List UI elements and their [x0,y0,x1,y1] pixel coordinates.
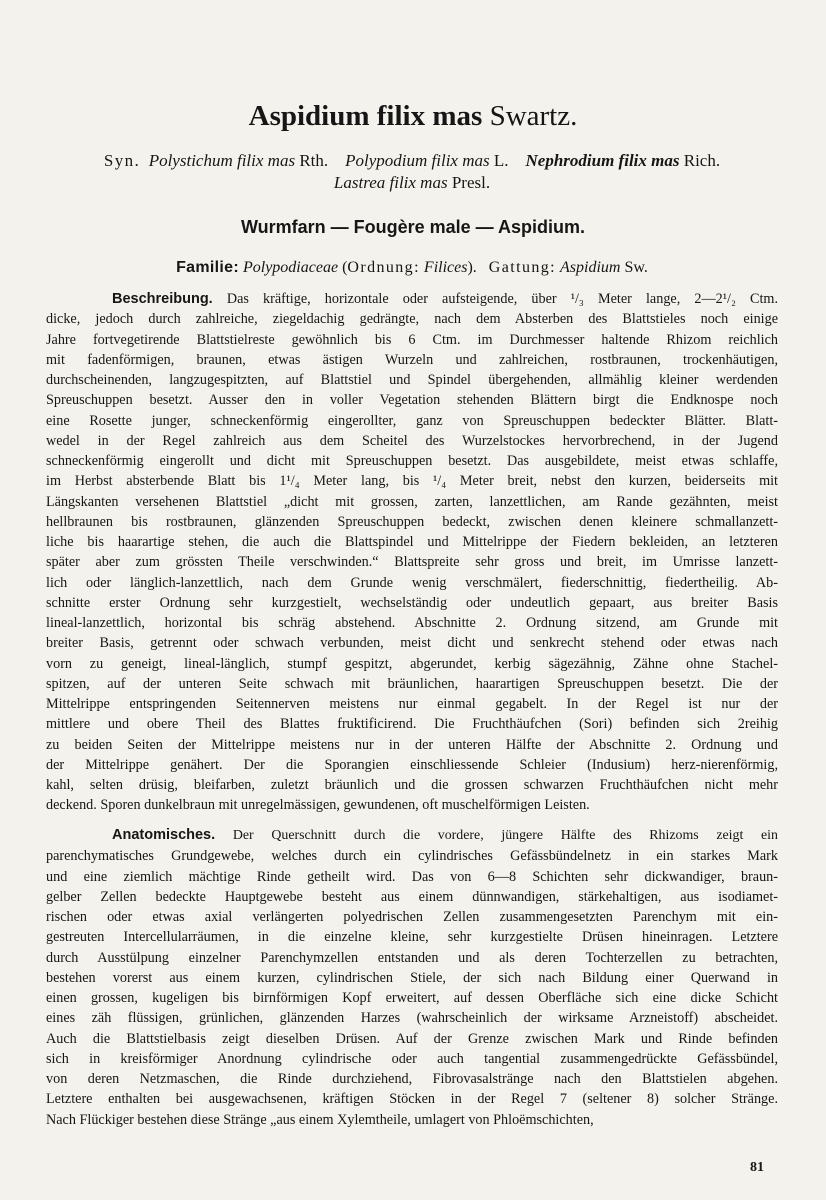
synonyms [46,150,778,194]
paragraph-line: lich oder länglich-lanzettlich, nach dem Grunde wenig verschmälert, fiederschnittig, fiedertheilig. Ab- [46,574,778,591]
paragraph-line [46,825,778,846]
familie-label: Familie: [176,259,239,276]
paragraph-line: Jahre fortvegetirende Blattstielreste gewöhnlich bis 6 Ctm. im Durchmesser haltende Rhizom reichlich [46,331,778,348]
paragraph-line: gestreuten Intercellularräumen, in die einzelne kleine, sehr kurzgestielte Drüsen hineinragen. Letztere [46,929,778,946]
beschreibung-heading: Beschreibung. [112,291,213,307]
paragraph-line: Auch die Blattstielbasis zeigt dieselben Drüsen. Auf der Grenze zwischen Mark und Rinde befinden [46,1030,778,1047]
paragraph-line: Nach Flückiger bestehen diese Stränge „aus einem Xylemtheile, umlagert von Phloëmschichten, [46,1111,594,1128]
paragraph-line: wedel in der Regel zahlreich aus dem Scheitel des Wurzelstockes hervorbrechend, in der Jugend [46,432,778,449]
beschreibung-section [46,289,778,816]
synonym-name: Polystichum filix mas [148,151,296,170]
anatomisches-section [46,825,778,1130]
paragraph-line: der Mittelrippe genähert. Der die Sporangien einschliessende Schleier (Indusium) herz-nierenförmig, [46,756,778,773]
paragraph-line: bestehen vorerst aus einem kurzen, cylindrischen Stiele, der sich nach Bildung einer Querwand in [46,969,778,986]
paragraph-line: einen grossen, kugeligen bis birnförmigen Kopf erweitert, auf dessen Oberfläche sich eine dicke Schicht [46,990,778,1006]
paragraph-line: durchscheinenden, langzugespitzten, auf Blattstiel und Spindel übergehenden, allmählig kleiner werdenden [46,372,778,388]
page-number: 81 [750,1160,764,1175]
paragraph-line: parenchymatisches Grundgewebe, welches durch ein cylindrisches Gefässbündelnetz in ein starkes Mark [46,848,778,865]
paragraph-line: mit fadenförmigen, braunen, etwas ästigen Wurzeln und zahlreichen, rostbraunen, trockenhäutigen, [46,351,778,368]
paragraph-line: mittlere und obere Theil des Blattes fruktificirend. Die Fruchthäufchen (Sori) befinden sich 2reihig [46,716,778,733]
paragraph-line: zu beiden Seiten der Mittelrippe meistens nur in der unteren Hälfte der Abschnitte 2. Ordnung und [46,736,778,753]
synonym-author: Rth. [299,151,329,170]
synonym-name: Lastrea filix mas [333,173,448,192]
paragraph-line: später aber zum grössten Theile verschwinden.“ Blattspreite sehr gross und breit, im Umrisse lanzett- [46,554,778,571]
anatomisches-heading: Anatomisches. [112,827,216,843]
paragraph-line: dicke, jedoch durch zahlreiche, ziegeldachig gedrängte, nach dem Absterben des Blattstieles noch einige [46,311,778,328]
paragraph-line: Letztere enthalten bei ausgewachsenen, kräftigen Stöcken in der Regel 7 (seltener 8) solcher Stränge. [46,1091,778,1108]
paragraph-line: rischen oder etwas axial verlängerten polyedrischen Zellen zusammengesetzten Parenchym mit ein- [46,909,778,925]
page-title [0,96,826,136]
paragraph-line: schnitte erster Ordnung sehr kurzgestielt, wechselständig oder undeutlich gepaart, aus breiter Basis [46,594,778,611]
line-text: Der Querschnitt durch die vordere, jüngere Hälfte des Rhizoms zeigt ein [232,828,778,843]
paragraph-line: liche bis haarartige stehen, die auch die Blattspindel und Mittelrippe der Fiedern bekleiden, an letzteren [46,534,778,550]
paragraph-line: breiter Basis, getrennt oder schwach verbunden, meist dicht und senkrecht stehend oder etwas nach [46,635,778,652]
paragraph-line: Spreuschuppen besetzt. Ausser den in voller Vegetation stehenden Blättern birgt die Endknospe noch [46,392,778,409]
ordnung-name: Filices [423,259,468,276]
paragraph-line: gelber Zellen bedeckte Hauptgewebe besteht aus einem dünnwandigen, stärkehaltigen, aus isodiamet- [46,888,778,905]
paragraph-line: deckend. Sporen dunkelbraun mit unregelmässigen, gewundenen, oft muschelförmigen Leisten. [46,797,590,814]
paragraph-line: sich in kreisförmiger Anordnung cylindrische oder auch tangential zusammengedrückte Gefässbündel, [46,1050,778,1067]
gattung-author: Sw. [624,259,648,276]
paragraph-line: Mittelrippe entspringenden Seitennerven meistens nur einmal gegabelt. In der Regel ist nur der [46,696,778,712]
paragraph-line: schneckenförmig eingerollt und dicht mit Spreuschuppen besetzt. Das ausgebildete, meist etwas schlaffe, [46,453,778,469]
paragraph-line: kahl, selten drüsig, bleifarben, zuletzt bräunlich und die grossen schwarzen Fruchthäufchen nicht mehr [46,777,778,793]
gattung-name: Aspidium [560,259,621,276]
family-name: Polypodiaceae [242,259,339,276]
title-genus: Aspidium filix mas [248,100,483,132]
line-text: Das kräftige, horizontale oder aufsteigende, über ¹/₃ Meter lange, 2—2¹/₂ Ctm. [226,291,778,307]
paragraph-line: hellbraunen bis rostbraunen, glänzenden Spreuschuppen bedeckt, zwischen denen kleinere schmallanzett- [46,513,778,530]
paragraph-line: vorn zu geneigt, lineal-länglich, stumpf gespitzt, abgerundet, kerbig sägezähnig, Zähne ohne Stachel- [46,655,778,672]
paragraph-line: eines zäh flüssigen, grünlichen, glänzenden Harzes (wahrscheinlich der wirksame Arzneistoff) abscheidet. [46,1010,778,1027]
paragraph-line: im Herbst absterbende Blatt bis 1¹/₄ Meter lang, bis ¹/₄ Meter breit, nebst den kurzen, beiderseits mit [46,473,778,490]
synonym-author: Presl. [451,173,491,192]
synonym-name: Polypodium filix mas [345,151,490,170]
paragraph-line: eine Rosette junger, schneckenförmig eingerollter, ganz von Spreuschuppen bedeckter Blätter. Blatt- [46,412,778,429]
title-author: Swartz. [489,100,578,132]
taxonomy-line: Familie: Polypodiaceae (Ordnung: Filices). Gattung: Aspidium Sw. [176,259,648,276]
paragraph-line: von deren Netzmaschen, die Rinde durchziehend, Fibrovasalstränge nach den Blattstielen abgehen. [46,1071,778,1087]
synonym-name: Nephrodium filix mas [525,151,680,170]
paragraph-line: lineal-lanzettlich, horizontal bis schräg abstehend. Abschnitte 2. Ordnung sitzend, am Grunde mit [46,615,778,631]
paragraph-line [46,289,778,309]
paragraph-line: spitzen, auf der unteren Seite schwach mit bräunlichen, haarartigen Spreuschuppen besetzt. Die der [46,675,778,692]
synonym-author: Rich. [683,151,721,170]
synonym-author: L. [493,151,509,170]
paragraph-line: und eine ziemlich mächtige Rinde getheilt wird. Das von 6—8 Schichten sehr dickwandiger, braun- [46,868,778,885]
gattung-label: Gattung: [488,259,556,276]
common-names: Wurmfarn — Fougère male — Aspidium. [240,217,586,237]
paragraph-line: durch Ausstülpung einzelner Parenchymzellen entstanden und als deren Tochterzellen zu betrachten, [46,949,778,966]
synonyms-prefix: Syn. [103,151,141,170]
paragraph-line: Längskanten versehenen Blattstiel „dicht mit grossen, zarten, lanzettlichen, am Rande gezähnten, meist [46,493,778,510]
ordnung-label: Ordnung: [347,259,420,276]
